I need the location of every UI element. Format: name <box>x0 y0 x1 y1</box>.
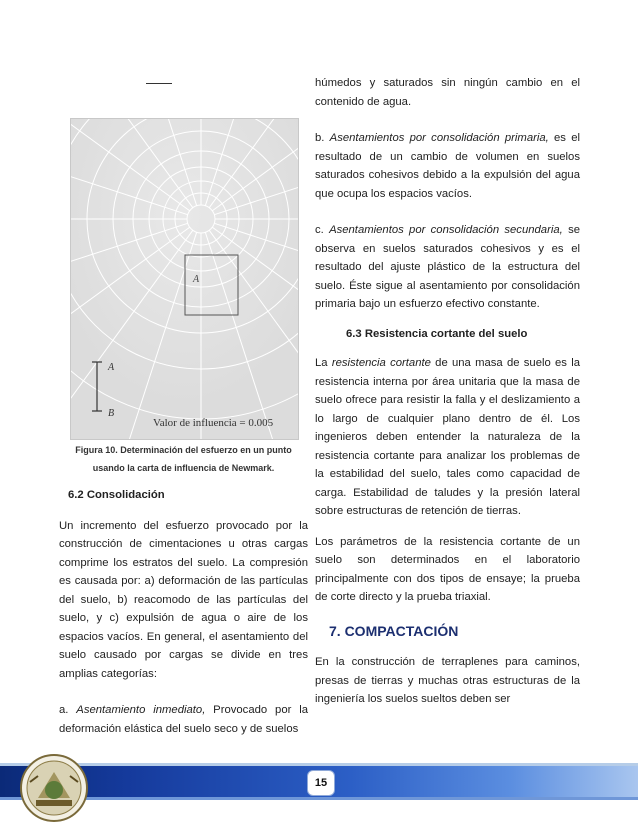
shear-parameters-paragraph: Los parámetros de la resistencia cortante de un suelo son determinados en el laboratorio principalmente con dos tipos de ensaye; la prueba de corte directo y la prueba triaxial. <box>315 535 580 603</box>
heading-shear-strength: 6.3 Resistencia cortante del suelo <box>346 327 528 340</box>
item-c-term: Asentamientos por consolidación secundaria, <box>329 224 563 236</box>
caption-line-2: usando la carta de influencia de Newmark. <box>92 463 275 473</box>
paragraph-gap <box>59 683 308 701</box>
primary-consolidation-paragraph <box>315 129 580 203</box>
newmark-chart-svg <box>71 119 298 439</box>
shear-strength-paragraph <box>315 354 580 521</box>
page-footer <box>0 752 638 826</box>
caption-line-1: Figura 10. Determinación del esfuerzo en un punto <box>75 445 292 455</box>
immediate-settlement-paragraph <box>59 701 308 738</box>
item-b-text: es el resultado de un cambio de volumen en suelos saturados cohesivos debido a la expulsión del agua que ocupa los espacios vacíos. <box>315 132 580 200</box>
continued-paragraph: húmedos y saturados sin ningún cambio en el contenido de agua. <box>315 77 580 108</box>
item-b-term: Asentamientos por consolidación primaria, <box>329 132 549 144</box>
item-b-prefix: b. <box>315 132 330 144</box>
right-column <box>315 74 580 709</box>
item-c-prefix: c. <box>315 224 330 236</box>
item-a-text: Provocado por la deformación elástica del suelo seco y de suelos <box>59 704 309 735</box>
point-a-label: A <box>193 274 200 285</box>
shear-prefix: La <box>315 357 332 369</box>
item-a-prefix: a. <box>59 704 77 716</box>
paragraph-gap <box>315 314 580 325</box>
short-rule <box>146 83 172 84</box>
shear-text: de una masa de suelo es la resistencia interna por área unitaria que la masa de suelo ofrece para resistir la falla y el deslizamiento a lo largo de cualquier plano dentro de él. Los ingenieros deben entender la naturaleza de la resistencia cortante para analizar los problemas de la estabilidad del suelo, tales como capacidad de carga. Estabilidad de taludes y la presión lateral sobre estructuras de retención de tierras. <box>315 357 580 517</box>
institution-logo-icon <box>18 752 90 824</box>
scale-b-label: B <box>108 408 115 419</box>
item-c-text: se observa en suelos saturados cohesivos y es el resultado del ajuste plástico de la estructura del suelo. Éste sigue al asentamiento por consolidación primaria bajo un esfuerzo efectivo constante. <box>315 224 580 310</box>
influence-value-text: Valor de influencia = 0.005 <box>153 417 274 429</box>
shear-term: resistencia cortante <box>331 357 431 369</box>
left-column <box>59 486 308 738</box>
heading-consolidacion: 6.2 Consolidación <box>68 489 165 501</box>
scale-a-label: A <box>108 362 115 373</box>
newmark-chart-figure <box>70 118 299 440</box>
consolidation-paragraph: Un incremento del esfuerzo provocado por la construcción de cimentaciones u otras cargas comprime los estratos del suelo. La compresión es causada por: a) deformación de las partículas del suelo, b) reacomodo de las partículas del suelo, y c) expulsión de agua o aire de los espacios vacíos. En general, el asentamiento del suelo causado por cargas se divide en tres amplias categorías: <box>59 519 308 680</box>
paragraph-gap <box>315 111 580 129</box>
secondary-consolidation-paragraph <box>315 221 580 314</box>
heading-compaction: 7. COMPACTACIÓN <box>329 622 459 639</box>
item-a-term: Asentamiento inmediato, <box>76 704 206 716</box>
page-number: 15 <box>307 770 335 796</box>
paragraph-gap <box>315 521 580 533</box>
footer-stripe-bottom <box>0 797 638 800</box>
paragraph-gap <box>315 203 580 221</box>
figure-caption <box>70 441 297 477</box>
compaction-paragraph: En la construcción de terraplenes para caminos, presas de tierras y muchas otras estructuras de la ingeniería los suelos sueltos deben ser <box>315 656 580 705</box>
